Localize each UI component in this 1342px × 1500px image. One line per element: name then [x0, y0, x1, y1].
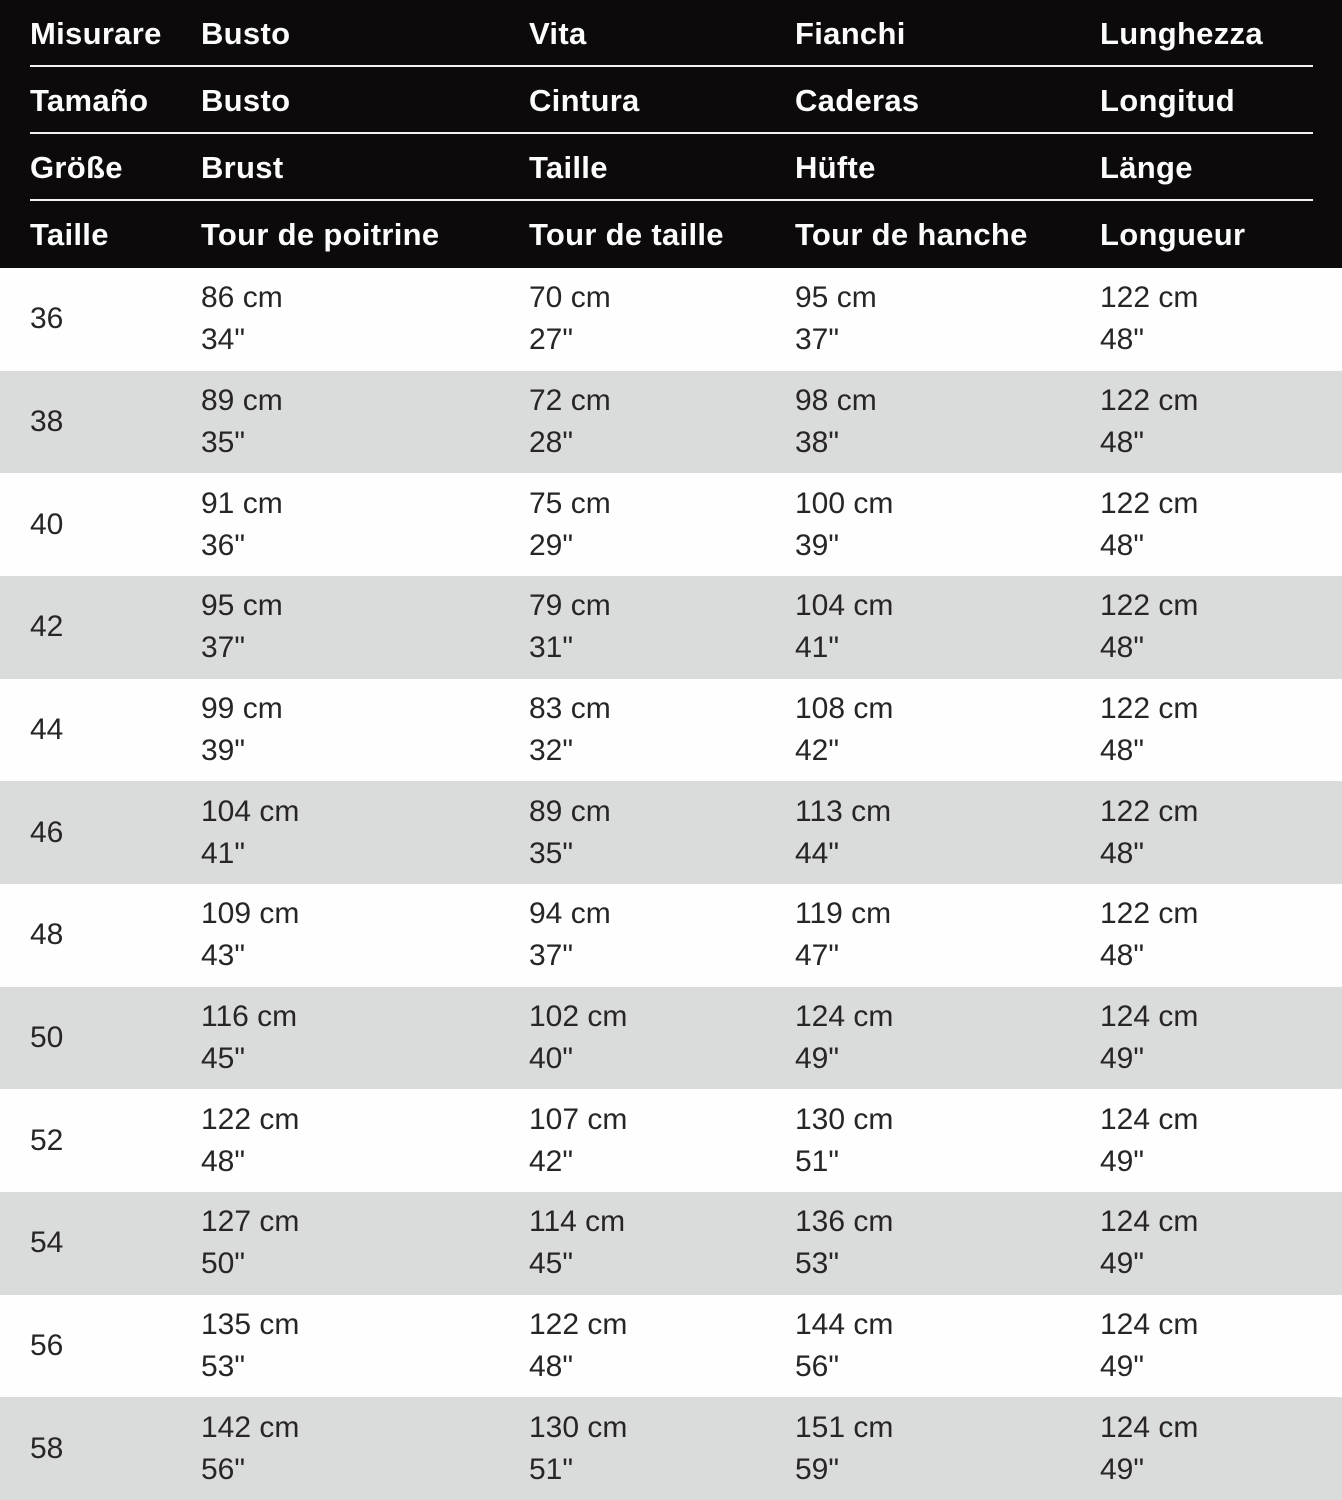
hips-inch-value: 51"	[795, 1144, 840, 1178]
hips-cm-value: 119 cm	[795, 897, 892, 931]
bust-cm-value: 91 cm	[201, 486, 283, 520]
length-inch-value: 49"	[1100, 1144, 1145, 1178]
header-cell-hips: Caderas	[795, 82, 920, 118]
header-row	[0, 0, 1342, 67]
size-cell: 42	[30, 610, 64, 644]
header-cell-length: Longueur	[1100, 216, 1246, 252]
hips-inch-value: 49"	[795, 1042, 840, 1076]
size-cell: 48	[30, 918, 64, 952]
waist-cell	[499, 473, 765, 576]
bust-inch-value: 43"	[201, 939, 246, 973]
length-cm-value: 122 cm	[1100, 281, 1199, 315]
bust-cell	[171, 1397, 499, 1500]
waist-inch-value: 37"	[529, 939, 574, 973]
length-cm-value: 124 cm	[1100, 1205, 1199, 1239]
header-row	[0, 201, 1342, 268]
length-cell	[1070, 1397, 1342, 1500]
waist-cm-value: 107 cm	[529, 1102, 628, 1136]
hips-inch-value: 59"	[795, 1452, 840, 1486]
waist-inch-value: 29"	[529, 528, 574, 562]
bust-cm-value: 142 cm	[201, 1410, 300, 1444]
hips-cell	[765, 987, 1070, 1090]
length-cm-value: 122 cm	[1100, 384, 1199, 417]
header-cell-bust: Brust	[201, 149, 284, 185]
waist-cm-value: 102 cm	[529, 1000, 628, 1034]
table-row	[0, 1295, 1342, 1398]
hips-cm-value: 144 cm	[795, 1308, 894, 1342]
hips-cm-value: 124 cm	[795, 1000, 894, 1034]
length-inch-value: 48"	[1100, 323, 1145, 357]
bust-cm-value: 99 cm	[201, 692, 283, 726]
length-inch-value: 48"	[1100, 939, 1145, 973]
waist-cell	[499, 1295, 765, 1398]
table-row	[0, 679, 1342, 782]
bust-cell	[171, 987, 499, 1090]
hips-inch-value: 37"	[795, 323, 840, 357]
hips-cm-value: 108 cm	[795, 692, 894, 726]
header-cell-bust: Busto	[201, 82, 291, 118]
length-cell	[1070, 1089, 1342, 1192]
waist-cm-value: 83 cm	[529, 692, 611, 726]
waist-cm-value: 72 cm	[529, 384, 611, 417]
length-cell	[1070, 987, 1342, 1090]
waist-cell	[499, 268, 765, 371]
waist-cell	[499, 679, 765, 782]
header-cell-waist: Vita	[529, 15, 587, 51]
hips-cell	[765, 473, 1070, 576]
table-row	[0, 1192, 1342, 1295]
bust-cm-value: 104 cm	[201, 794, 300, 828]
bust-cm-value: 86 cm	[201, 281, 283, 315]
bust-cm-value: 127 cm	[201, 1205, 300, 1239]
header-cell-size: Taille	[30, 216, 109, 252]
table-row	[0, 371, 1342, 474]
size-cell: 56	[30, 1329, 64, 1363]
bust-inch-value: 35"	[201, 426, 246, 459]
waist-cm-value: 122 cm	[529, 1308, 628, 1342]
bust-cm-value: 95 cm	[201, 589, 283, 623]
bust-cm-value: 122 cm	[201, 1102, 300, 1136]
waist-cm-value: 130 cm	[529, 1410, 628, 1444]
hips-inch-value: 53"	[795, 1247, 840, 1281]
length-cm-value: 124 cm	[1100, 1410, 1199, 1444]
hips-cell	[765, 884, 1070, 987]
header-cell-size: Größe	[30, 149, 123, 185]
header-cell-bust: Tour de poitrine	[201, 216, 440, 252]
waist-inch-value: 51"	[529, 1452, 574, 1486]
hips-cm-value: 104 cm	[795, 589, 894, 623]
length-cell	[1070, 1295, 1342, 1398]
size-cell: 46	[30, 815, 64, 849]
length-cm-value: 122 cm	[1100, 589, 1199, 623]
hips-cm-value: 95 cm	[795, 281, 877, 315]
waist-inch-value: 28"	[529, 426, 574, 459]
bust-cell	[171, 781, 499, 884]
waist-cell	[499, 576, 765, 679]
header-row	[0, 134, 1342, 201]
hips-cm-value: 151 cm	[795, 1410, 894, 1444]
hips-cell	[765, 371, 1070, 474]
length-cm-value: 124 cm	[1100, 1308, 1199, 1342]
header-cell-hips: Fianchi	[795, 15, 906, 51]
table-row	[0, 1397, 1342, 1500]
waist-inch-value: 35"	[529, 836, 574, 870]
header-cell-length: Longitud	[1100, 82, 1235, 118]
hips-inch-value: 42"	[795, 734, 840, 768]
length-cm-value: 124 cm	[1100, 1000, 1199, 1034]
table-row	[0, 781, 1342, 884]
size-cell: 38	[30, 405, 64, 438]
length-cm-value: 124 cm	[1100, 1102, 1199, 1136]
bust-cell	[171, 268, 499, 371]
size-cell: 50	[30, 1021, 64, 1055]
size-cell: 44	[30, 713, 64, 747]
waist-cm-value: 89 cm	[529, 794, 611, 828]
hips-inch-value: 38"	[795, 426, 840, 459]
table-row	[0, 987, 1342, 1090]
length-cell	[1070, 1192, 1342, 1295]
bust-cm-value: 135 cm	[201, 1308, 300, 1342]
waist-inch-value: 48"	[529, 1350, 574, 1384]
length-cm-value: 122 cm	[1100, 794, 1199, 828]
size-cell: 36	[30, 302, 64, 336]
waist-cm-value: 70 cm	[529, 281, 611, 315]
size-cell: 54	[30, 1226, 64, 1260]
waist-cell	[499, 987, 765, 1090]
table-row	[0, 1089, 1342, 1192]
length-inch-value: 49"	[1100, 1452, 1145, 1486]
header-cell-waist: Taille	[529, 149, 608, 185]
bust-cell	[171, 884, 499, 987]
hips-inch-value: 56"	[795, 1350, 840, 1384]
waist-cm-value: 75 cm	[529, 486, 611, 520]
header-cell-waist: Tour de taille	[529, 216, 724, 252]
header-cell-size: Tamaño	[30, 82, 149, 118]
hips-cm-value: 100 cm	[795, 486, 894, 520]
waist-cm-value: 79 cm	[529, 589, 611, 623]
bust-cell	[171, 371, 499, 474]
length-inch-value: 49"	[1100, 1247, 1145, 1281]
length-cm-value: 122 cm	[1100, 692, 1199, 726]
bust-cell	[171, 1089, 499, 1192]
bust-cm-value: 89 cm	[201, 384, 283, 417]
bust-inch-value: 41"	[201, 836, 246, 870]
hips-inch-value: 41"	[795, 631, 840, 665]
hips-cell	[765, 679, 1070, 782]
bust-cell	[171, 576, 499, 679]
bust-inch-value: 37"	[201, 631, 246, 665]
hips-cell	[765, 781, 1070, 884]
size-chart-header	[0, 0, 1342, 268]
length-inch-value: 49"	[1100, 1350, 1145, 1384]
bust-inch-value: 36"	[201, 528, 246, 562]
bust-cell	[171, 1192, 499, 1295]
waist-cell	[499, 371, 765, 474]
length-inch-value: 48"	[1100, 631, 1145, 665]
header-cell-waist: Cintura	[529, 82, 640, 118]
bust-inch-value: 56"	[201, 1452, 246, 1486]
length-inch-value: 48"	[1100, 734, 1145, 768]
hips-cell	[765, 268, 1070, 371]
waist-inch-value: 32"	[529, 734, 574, 768]
length-cell	[1070, 371, 1342, 474]
length-inch-value: 49"	[1100, 1042, 1145, 1076]
bust-inch-value: 50"	[201, 1247, 246, 1281]
hips-inch-value: 39"	[795, 528, 840, 562]
length-cell	[1070, 268, 1342, 371]
hips-cell	[765, 1192, 1070, 1295]
waist-inch-value: 31"	[529, 631, 574, 665]
waist-cell	[499, 884, 765, 987]
hips-cell	[765, 1089, 1070, 1192]
size-chart-body	[0, 268, 1342, 1500]
waist-inch-value: 42"	[529, 1144, 574, 1178]
bust-cell	[171, 679, 499, 782]
bust-cm-value: 116 cm	[201, 1000, 298, 1034]
hips-inch-value: 47"	[795, 939, 840, 973]
bust-inch-value: 48"	[201, 1144, 246, 1178]
waist-inch-value: 45"	[529, 1247, 574, 1281]
hips-inch-value: 44"	[795, 836, 840, 870]
bust-cell	[171, 473, 499, 576]
length-inch-value: 48"	[1100, 528, 1145, 562]
bust-inch-value: 39"	[201, 734, 246, 768]
length-cell	[1070, 884, 1342, 987]
bust-inch-value: 45"	[201, 1042, 246, 1076]
length-cell	[1070, 473, 1342, 576]
header-cell-size: Misurare	[30, 15, 162, 51]
waist-cell	[499, 1192, 765, 1295]
header-cell-hips: Tour de hanche	[795, 216, 1028, 252]
bust-inch-value: 34"	[201, 323, 246, 357]
header-cell-bust: Busto	[201, 15, 291, 51]
hips-cm-value: 136 cm	[795, 1205, 894, 1239]
header-cell-length: Länge	[1100, 149, 1193, 185]
hips-cm-value: 113 cm	[795, 794, 892, 828]
length-inch-value: 48"	[1100, 426, 1145, 459]
waist-cm-value: 114 cm	[529, 1205, 626, 1239]
bust-cm-value: 109 cm	[201, 897, 300, 931]
waist-cell	[499, 781, 765, 884]
length-cell	[1070, 679, 1342, 782]
waist-cm-value: 94 cm	[529, 897, 611, 931]
table-row	[0, 884, 1342, 987]
table-row	[0, 268, 1342, 371]
table-row	[0, 473, 1342, 576]
header-cell-length: Lunghezza	[1100, 15, 1263, 51]
waist-inch-value: 40"	[529, 1042, 574, 1076]
length-cell	[1070, 781, 1342, 884]
header-cell-hips: Hüfte	[795, 149, 876, 185]
hips-cm-value: 98 cm	[795, 384, 877, 417]
length-inch-value: 48"	[1100, 836, 1145, 870]
waist-cell	[499, 1089, 765, 1192]
table-row	[0, 576, 1342, 679]
waist-cell	[499, 1397, 765, 1500]
size-cell: 52	[30, 1123, 64, 1157]
hips-cell	[765, 1295, 1070, 1398]
header-row	[0, 67, 1342, 134]
bust-inch-value: 53"	[201, 1350, 246, 1384]
length-cell	[1070, 576, 1342, 679]
bust-cell	[171, 1295, 499, 1398]
waist-inch-value: 27"	[529, 323, 574, 357]
hips-cm-value: 130 cm	[795, 1102, 894, 1136]
size-cell: 40	[30, 507, 64, 541]
length-cm-value: 122 cm	[1100, 486, 1199, 520]
length-cm-value: 122 cm	[1100, 897, 1199, 931]
hips-cell	[765, 576, 1070, 679]
hips-cell	[765, 1397, 1070, 1500]
size-cell: 58	[30, 1431, 64, 1465]
